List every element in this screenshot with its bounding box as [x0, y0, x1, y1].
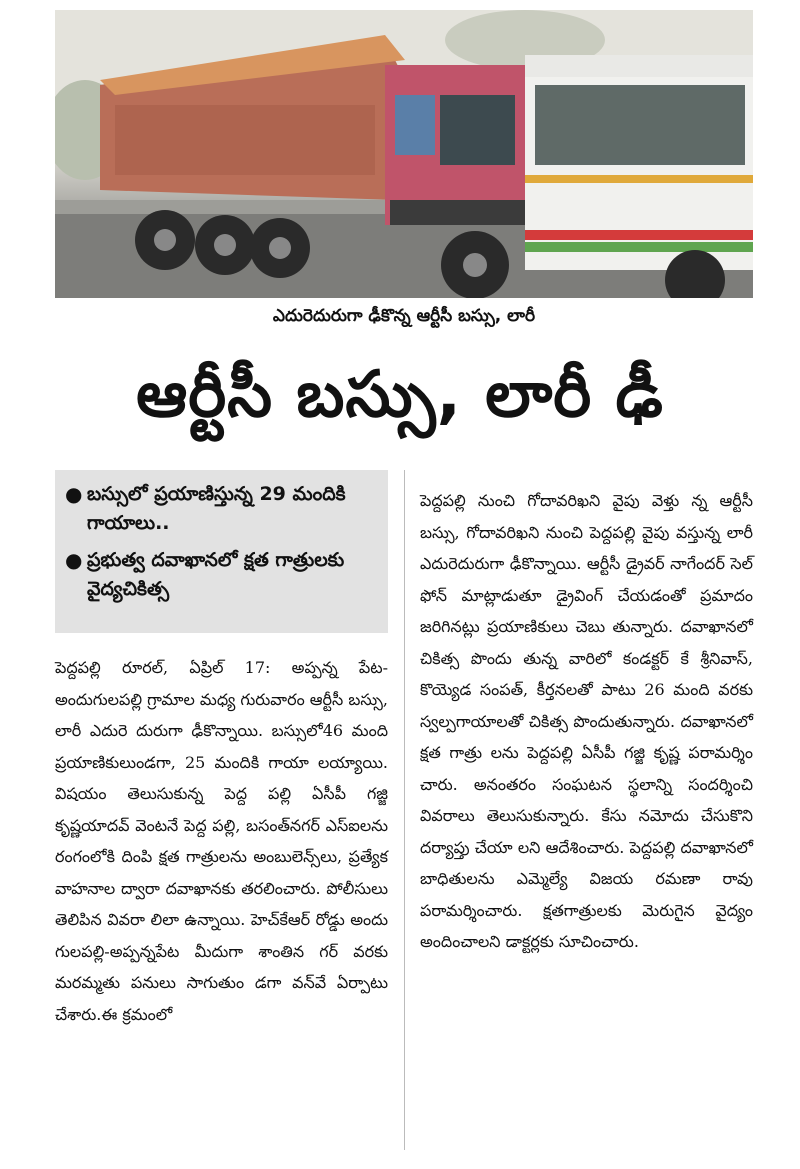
bullet-icon: ●	[65, 482, 83, 506]
highlight-text: ప్రభుత్వ దవాఖానలో క్షత గాత్రులకు వైద్యచికిత్స	[87, 549, 345, 600]
article-body-left-column: పెద్దపల్లి రూరల్, ఏప్రిల్ 17: అప్పన్న పేట-అందుగులపల్లి గ్రామాల మధ్య గురువారం ఆర్టీసీ బస్సు, లారీ ఎదురె దురుగా ఢీకొన్నాయి. బస్సులో46 మంది ప్రయాణికులుండగా, 25 మందికి గాయా లయ్యాయి. విషయం తెలుసుకున్న పెద్ద పల్లి ఏసీపీ గజ్జి కృష్ణయాదవ్ వెంటనే పెద్ద పల్లి, బసంత్‌నగర్ ఎస్ఐలను రంగంలోకి దింపి క్షత గాత్రులను అంబులెన్స్‌లు, ప్రత్యేక వాహనాల ద్వారా దవాఖానకు తరలించారు. పోలీసులు తెలిపిన వివరా లిలా ఉన్నాయి. హెచ్‌కేఆర్ రోడ్డు అందు గులపల్లి-అప్పన్నపేట మీదుగా శాంతిన గర్ వరకు మరమ్మతు పనులు సాగుతుం డగా వన్‌వే ఏర్పాటు చేశారు.ఈ క్రమంలో	[55, 658, 388, 1024]
photo-caption: ఎదురెదురుగా ఢీకొన్న ఆర్టీసీ బస్సు, లారీ	[272, 306, 536, 326]
highlight-text: బస్సులో ప్రయాణిస్తున్న 29 మందికి గాయాలు..	[87, 483, 346, 534]
bullet-icon: ●	[65, 548, 83, 572]
highlight-item	[65, 546, 378, 604]
highlights-box	[55, 470, 388, 633]
article-headline: ఆర్టీసీ బస్సు, లారీ ఢీ	[136, 358, 664, 432]
news-photo	[55, 10, 753, 298]
article-body-right-column: పెద్దపల్లి నుంచి గోదావరిఖని వైపు వెళ్తు న్న ఆర్టీసీ బస్సు, గోదావరిఖని నుంచి పెద్దపల్లి వైపు వస్తున్న లారీ ఎదురెదురుగా ఢీకొన్నాయి. ఆర్టీసీ డ్రైవర్ నాగేందర్ సెల్ ఫోన్ మాట్లాడుతూ డ్రైవింగ్ చేయడంతో ప్రమాదం జరిగినట్లు ప్రయాణికులు చెబు తున్నారు. దవాఖానలో చికిత్స పొందు తున్న వారిలో కండక్టర్ కే శ్రీనివాస్, కొయ్యెడ సంపత్, కీర్తనలతో పాటు 26 మంది వరకు స్వల్పగాయాలతో చికిత్స పొందుతున్నారు. దవాఖానలో క్షత గాత్రు లను పెద్దపల్లి ఏసీపీ గజ్జి కృష్ణ పరామర్శిం చారు. అనంతరం సంఘటన స్థలాన్ని సందర్శించి వివరాలు తెలుసుకున్నారు. కేసు నమోదు చేసుకొని దర్యాప్తు చేయా లని ఆదేశించారు. పెద్దపల్లి దవాఖానలో బాధితులను ఎమ్మెల్యే విజయ రమణా రావు పరామర్శించారు. క్షతగాత్రులకు మెరుగైన వైద్యం అందించాలని డాక్టర్లకు సూచించారు.	[420, 491, 753, 951]
highlight-item	[65, 480, 378, 538]
collision-illustration	[55, 10, 753, 298]
column-divider	[404, 470, 405, 1150]
